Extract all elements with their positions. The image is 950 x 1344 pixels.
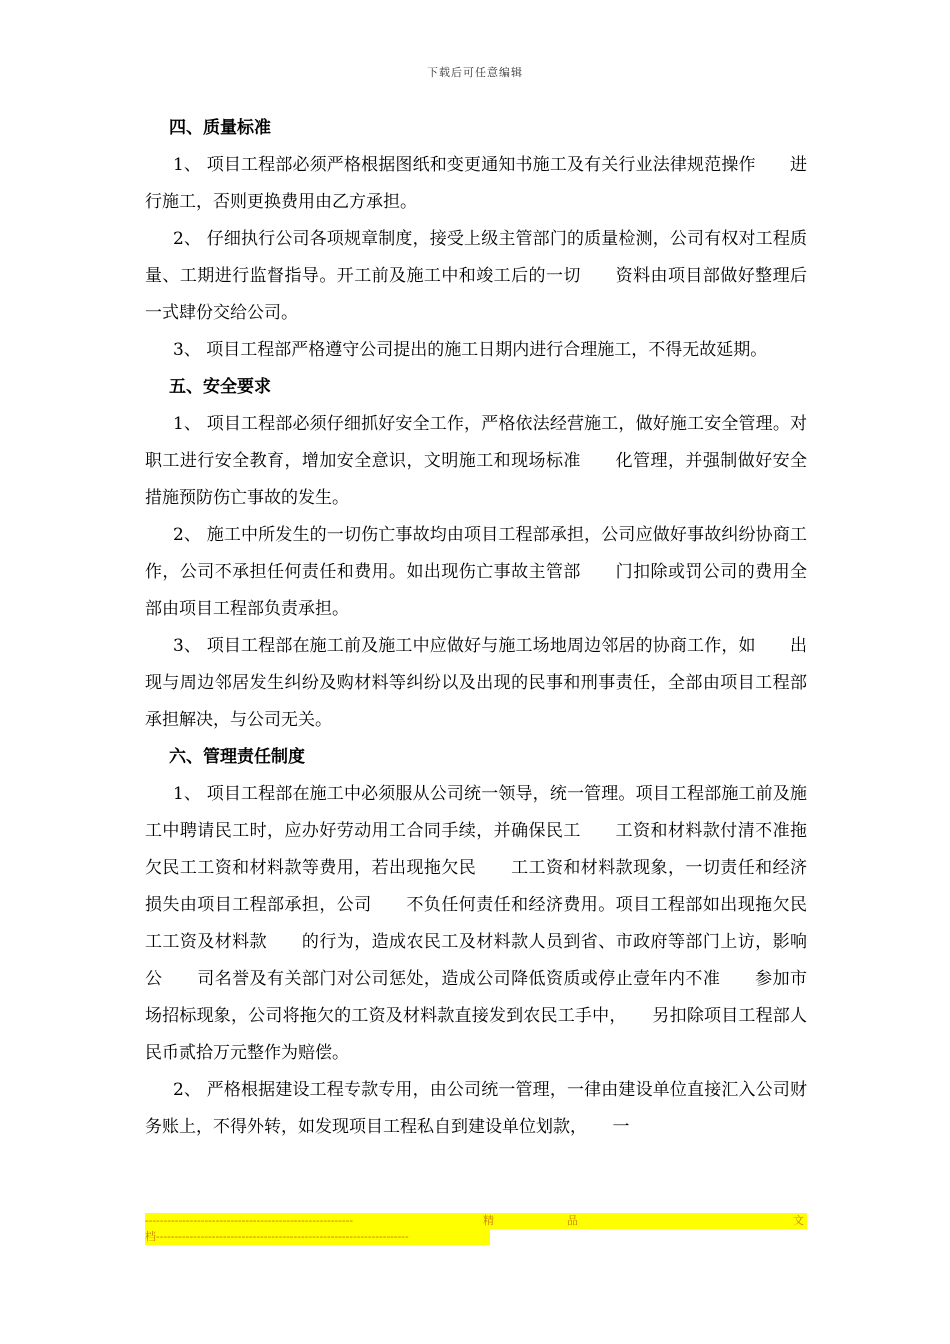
section-heading-quality: 四、质量标准 — [169, 118, 271, 138]
section-heading-safety: 五、安全要求 — [169, 377, 271, 397]
page-header: 下载后可任意编辑 — [427, 66, 523, 79]
footer-watermark-bar — [145, 1213, 807, 1245]
paragraph: 3、 项目工程部在施工前及施工中应做好与施工场地周边邻居的协商工作，如 出现与周边邻居发生纠纷及购材料等纠纷以及出现的民事和刑事责任，全部由项目工程部承担解决，与公司无关。 — [145, 636, 807, 730]
paragraph: 2、 仔细执行公司各项规章制度，接受上级主管部门的质量检测，公司有权对工程质量、工期进行监督指导。开工前及施工中和竣工后的一切 资料由项目部做好整理后一式肆份交给公司。 — [145, 229, 807, 323]
footer-line-2: 档-------------------------------------------------------------------- — [145, 1229, 490, 1245]
paragraph: 2、 施工中所发生的一切伤亡事故均由项目工程部承担，公司应做好事故纠纷协商工作，公司不承担任何责任和费用。如出现伤亡事故主管部 门扣除或罚公司的费用全部由项目工程部负责承担。 — [145, 525, 807, 619]
footer-word-1: 精 — [483, 1214, 494, 1227]
paragraph: 1、 项目工程部在施工中必须服从公司统一领导，统一管理。项目工程部施工前及施工中聘请民工时，应办好劳动用工合同手续，并确保民工 工资和材料款付清不准拖欠民工工资和材料款等费用，若出现拖欠民 工工资和材料款现象，一切责任和经济损失由项目工程部承担，公司 不负任何责任和经济费用。项目工程部如出现拖欠民工工资及材料款 的行为，造成农民工及材料款人员到省、市政府等部门上访，影响公 司名誉及有关部门对公司惩处，造成公司降低资质或停止壹年内不准 参加市场招标现象，公司将拖欠的工资及材料款直接发到农民工手中， 另扣除项目工程部人民币贰拾万元整作为赔偿。 — [145, 784, 807, 1063]
paragraph: 1、 项目工程部必须仔细抓好安全工作，严格依法经营施工，做好施工安全管理。对职工进行安全教育，增加安全意识，文明施工和现场标准 化管理，并强制做好安全措施预防伤亡事故的发生。 — [145, 414, 807, 508]
footer-word-2: 品 — [567, 1214, 578, 1227]
section-heading-management: 六、管理责任制度 — [169, 747, 305, 767]
footer-dashes: -------------------------------------------------------- — [145, 1214, 354, 1227]
paragraph: 3、 项目工程部严格遵守公司提出的施工日期内进行合理施工，不得无故延期。 — [173, 340, 768, 360]
paragraph: 1、 项目工程部必须严格根据图纸和变更通知书施工及有关行业法律规范操作 进行施工，否则更换费用由乙方承担。 — [145, 155, 807, 212]
footer-line-1 — [145, 1213, 807, 1229]
paragraph: 2、 严格根据建设工程专款专用，由公司统一管理，一律由建设单位直接汇入公司财务账上，不得外转，如发现项目工程私自到建设单位划款， 一 — [145, 1080, 807, 1137]
footer-word-3: 文 — [793, 1214, 804, 1227]
document-body — [145, 110, 807, 1146]
